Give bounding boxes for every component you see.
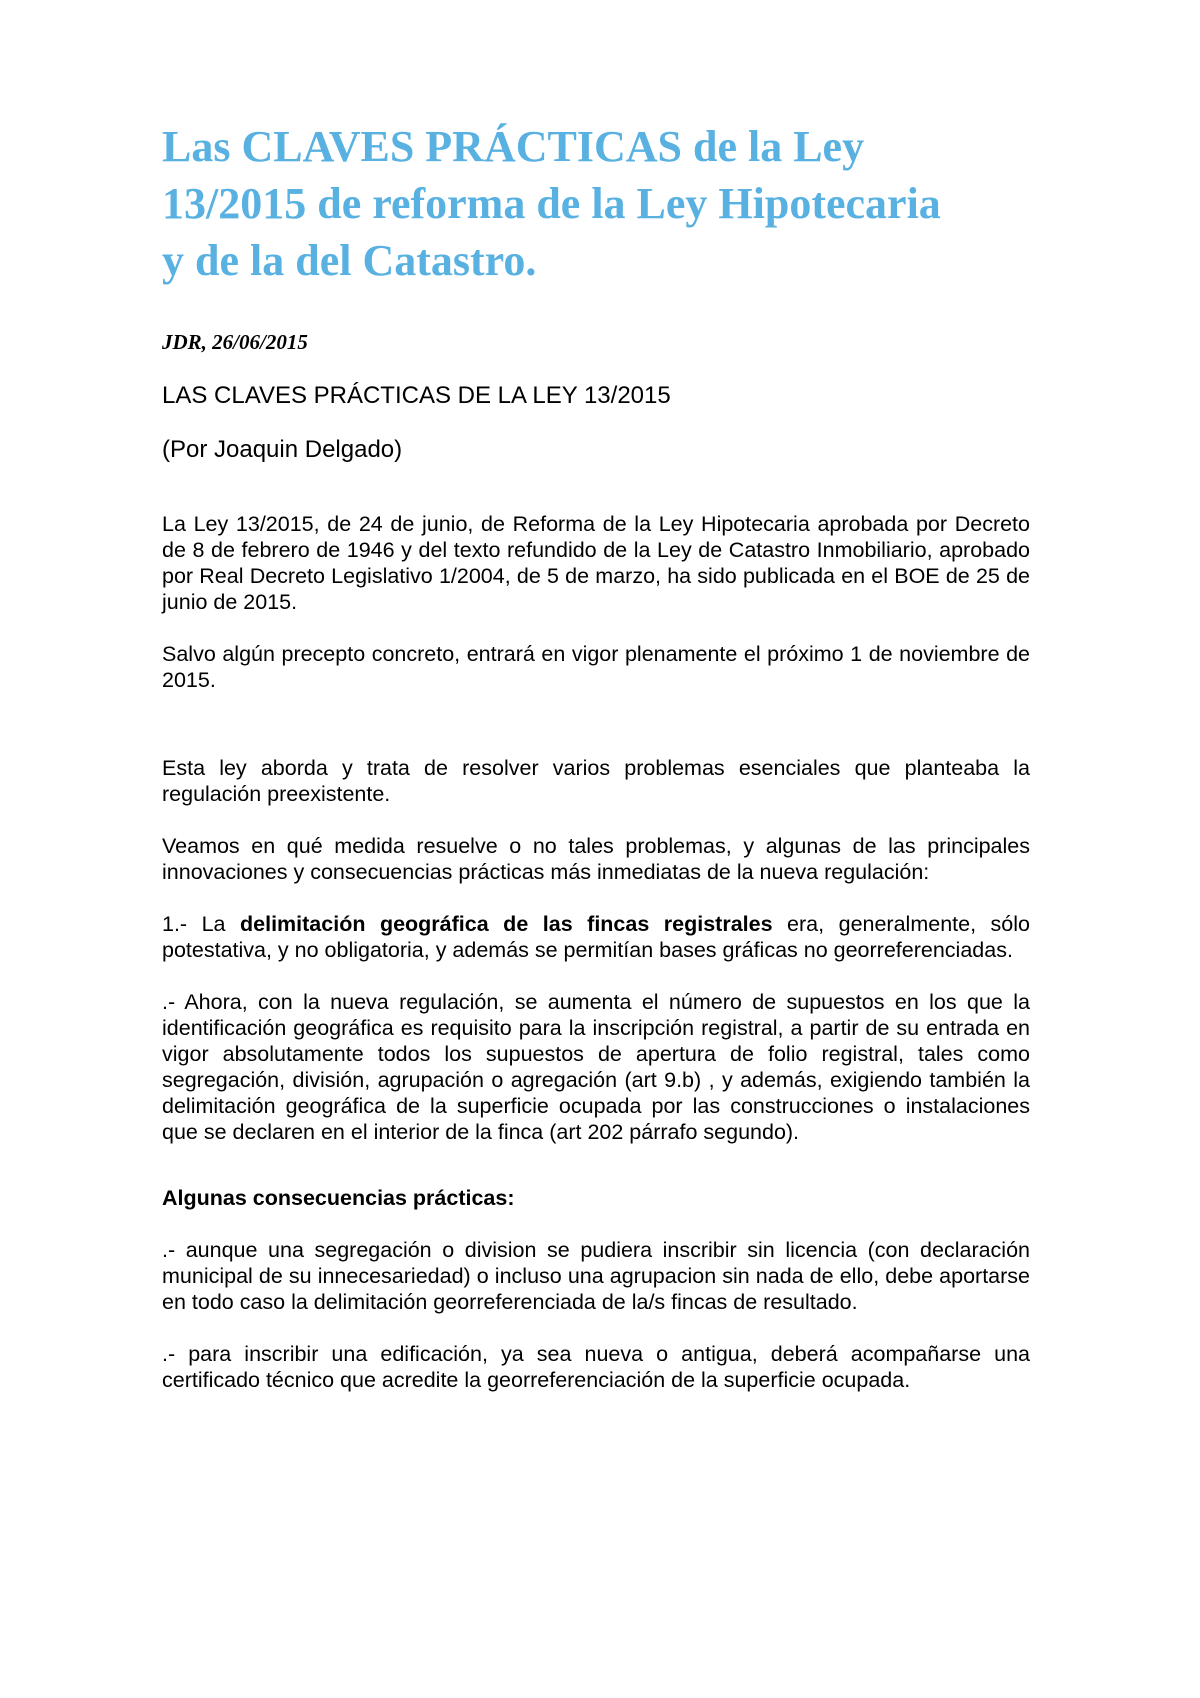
paragraph-segregacion-licencia: .- aunque una segregación o division se pudiera inscribir sin licencia (con declaración municipal de su innecesariedad) o incluso una agrupacion sin nada de ello, debe aportarse en todo caso la delimitación georreferenciada de la/s fincas de resultado. [162, 1238, 1030, 1314]
paragraph-law-publication: La Ley 13/2015, de 24 de junio, de Reforma de la Ley Hipotecaria aprobada por Decreto de 8 de febrero de 1946 y del texto refundido de la Ley de Catastro Inmobiliario, aprobado por Real Decreto Legislativo 1/2004, de 5 de marzo, ha sido publicada en el BOE de 25 de junio de 2015. [162, 512, 1030, 614]
paragraph-point-1-delimitacion [162, 911, 1030, 963]
point-1-bold-phrase: delimitación geográfica de las fincas registrales [240, 912, 773, 936]
page-title-line-1: Las CLAVES PRÁCTICAS de la Ley [162, 122, 865, 171]
page-title-line-3: y de la del Catastro. [162, 236, 537, 285]
subheading-consecuencias-practicas: Algunas consecuencias prácticas: [162, 1186, 515, 1210]
paragraph-edificacion-certificado: .- para inscribir una edificación, ya sea nueva o antigua, deberá acompañarse una certificado técnico que acredite la georreferenciación de la superficie ocupada. [162, 1342, 1030, 1392]
paragraph-problems-addressed: Esta ley aborda y trata de resolver varios problemas esenciales que planteaba la regulación preexistente. [162, 756, 1030, 806]
paragraph-entry-into-force: Salvo algún precepto concreto, entrará en vigor plenamente el próximo 1 de noviembre de 2015. [162, 642, 1030, 692]
paragraph-nueva-regulacion: .- Ahora, con la nueva regulación, se aumenta el número de supuestos en los que la identificación geográfica es requisito para la inscripción registral, a partir de su entrada en vigor absolutamente todos los supuestos de apertura de folio registral, tales como segregación, división, agrupación o agregación (art 9.b) , y además, exigiendo también la delimitación geográfica de la superficie ocupada por las construcciones o instalaciones que se declaren en el interior de la finca (art 202 párrafo segundo). [162, 990, 1030, 1144]
page-title-line-2: 13/2015 de reforma de la Ley Hipotecaria [162, 179, 941, 228]
byline-date: JDR, 26/06/2015 [162, 330, 308, 354]
author-line: (Por Joaquin Delgado) [162, 436, 403, 463]
point-1-suffix: era, generalmente, sólo potestativa, y no obligatoria, y además se permitían bases gráficas no georreferenciadas. [162, 912, 1030, 962]
paragraph-veamos-intro: Veamos en qué medida resuelve o no tales problemas, y algunas de las principales innovaciones y consecuencias prácticas más inmediatas de la nueva regulación: [162, 834, 1030, 884]
page-title [162, 118, 1030, 289]
heading-caps: LAS CLAVES PRÁCTICAS DE LA LEY 13/2015 [162, 382, 671, 409]
point-1-prefix: 1.- La [162, 912, 241, 936]
